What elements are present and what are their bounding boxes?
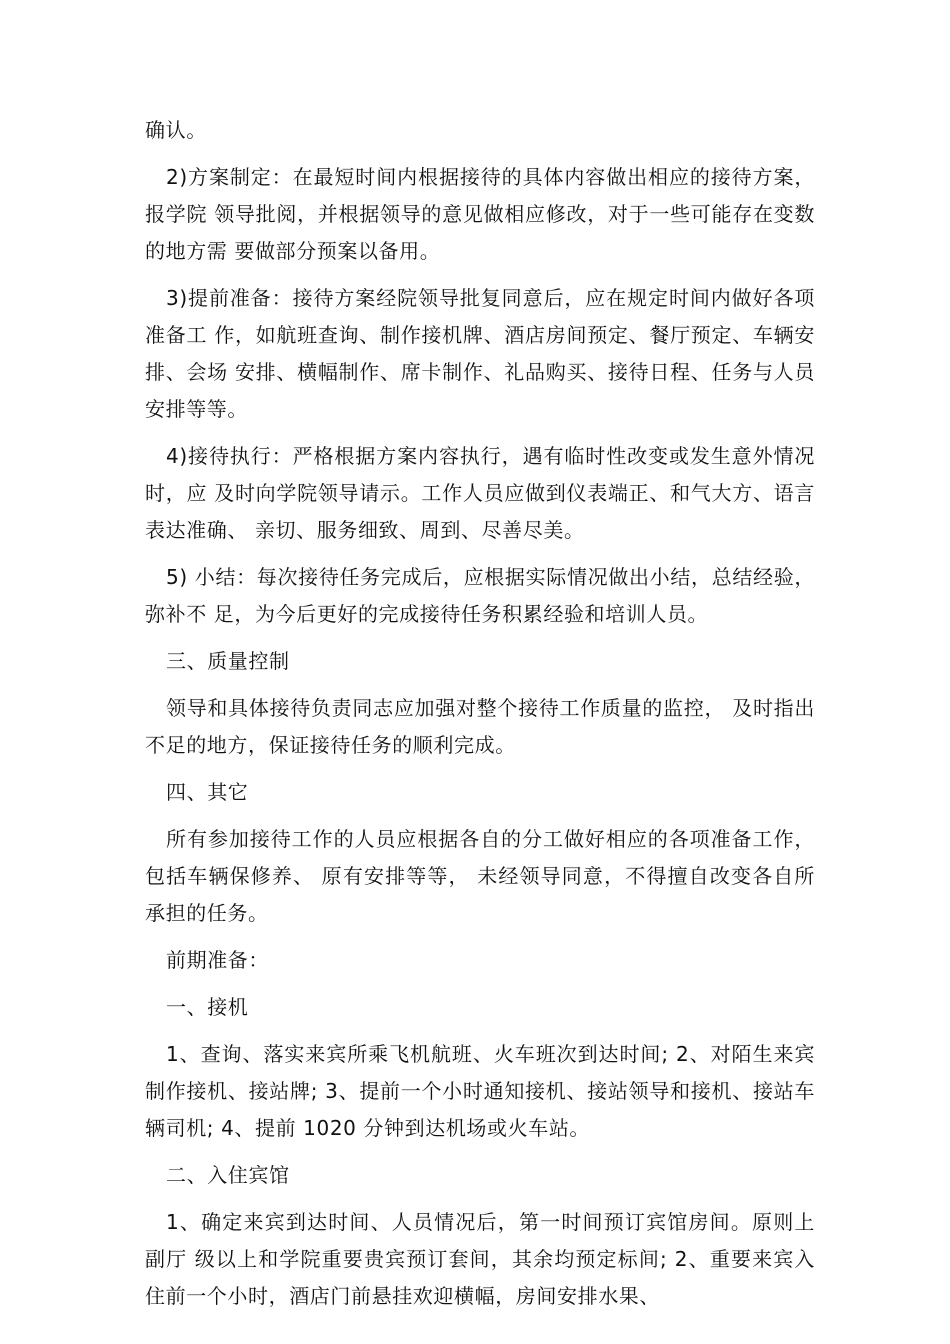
paragraph-airport-pickup: 1、查询、落实来宾所乘飞机航班、火车班次到达时间; 2、对陌生来宾制作接机、接站牌; 3、提前一个小时通知接机、接站领导和接机、接站车辆司机; 4、提前 1020 分钟到达机场或火车站。 bbox=[145, 1042, 815, 1140]
paragraph-summary: 5) 小结：每次接待任务完成后，应根据实际情况做出小结，总结经验，弥补不 足，为今后更好的完成接待任务积累经验和培训人员。 bbox=[145, 565, 815, 626]
heading-preparation: 前期准备： bbox=[166, 948, 269, 972]
paragraph-other: 所有参加接待工作的人员应根据各自的分工做好相应的各项准备工作， 包括车辆保修养、 原有安排等等， 未经领导同意，不得擅自改变各自所承担的任务。 bbox=[145, 827, 815, 925]
paragraph-reception-execution: 4)接待执行：严格根据方案内容执行，遇有临时性改变或发生意外情况时，应 及时向学院领导请示。工作人员应做到仪表端正、和气大方、语言表达准确、 亲切、服务细致、周到、尽善尽美。 bbox=[145, 444, 815, 542]
heading-airport-pickup: 一、接机 bbox=[166, 995, 249, 1019]
heading-quality-control: 三、质量控制 bbox=[166, 649, 290, 673]
heading-hotel-checkin: 二、入住宾馆 bbox=[166, 1163, 290, 1187]
paragraph-quality-control: 领导和具体接待负责同志应加强对整个接待工作质量的监控， 及时指出不足的地方，保证接待任务的顺利完成。 bbox=[145, 696, 815, 757]
paragraph-continuation: 确认。 bbox=[145, 118, 207, 142]
paragraph-hotel-checkin: 1、确定来宾到达时间、人员情况后，第一时间预订宾馆房间。原则上副厅 级以上和学院重要贵宾预订套间，其余均预定标间; 2、重要来宾入住前一个小时，酒店门前悬挂欢迎横幅，房间安排水果、 bbox=[145, 1210, 815, 1308]
paragraph-plan-making: 2)方案制定：在最短时间内根据接待的具体内容做出相应的接待方案，报学院 领导批阅，并根据领导的意见做相应修改，对于一些可能存在变数的地方需 要做部分预案以备用。 bbox=[145, 165, 815, 263]
heading-other: 四、其它 bbox=[166, 780, 249, 804]
paragraph-advance-preparation: 3)提前准备：接待方案经院领导批复同意后，应在规定时间内做好各项准备工 作，如航班查询、制作接机牌、酒店房间预定、餐厅预定、车辆安排、会场 安排、横幅制作、席卡制作、礼品购买、接待日程、任务与人员安排等等。 bbox=[145, 286, 815, 421]
document-body bbox=[145, 112, 815, 1325]
